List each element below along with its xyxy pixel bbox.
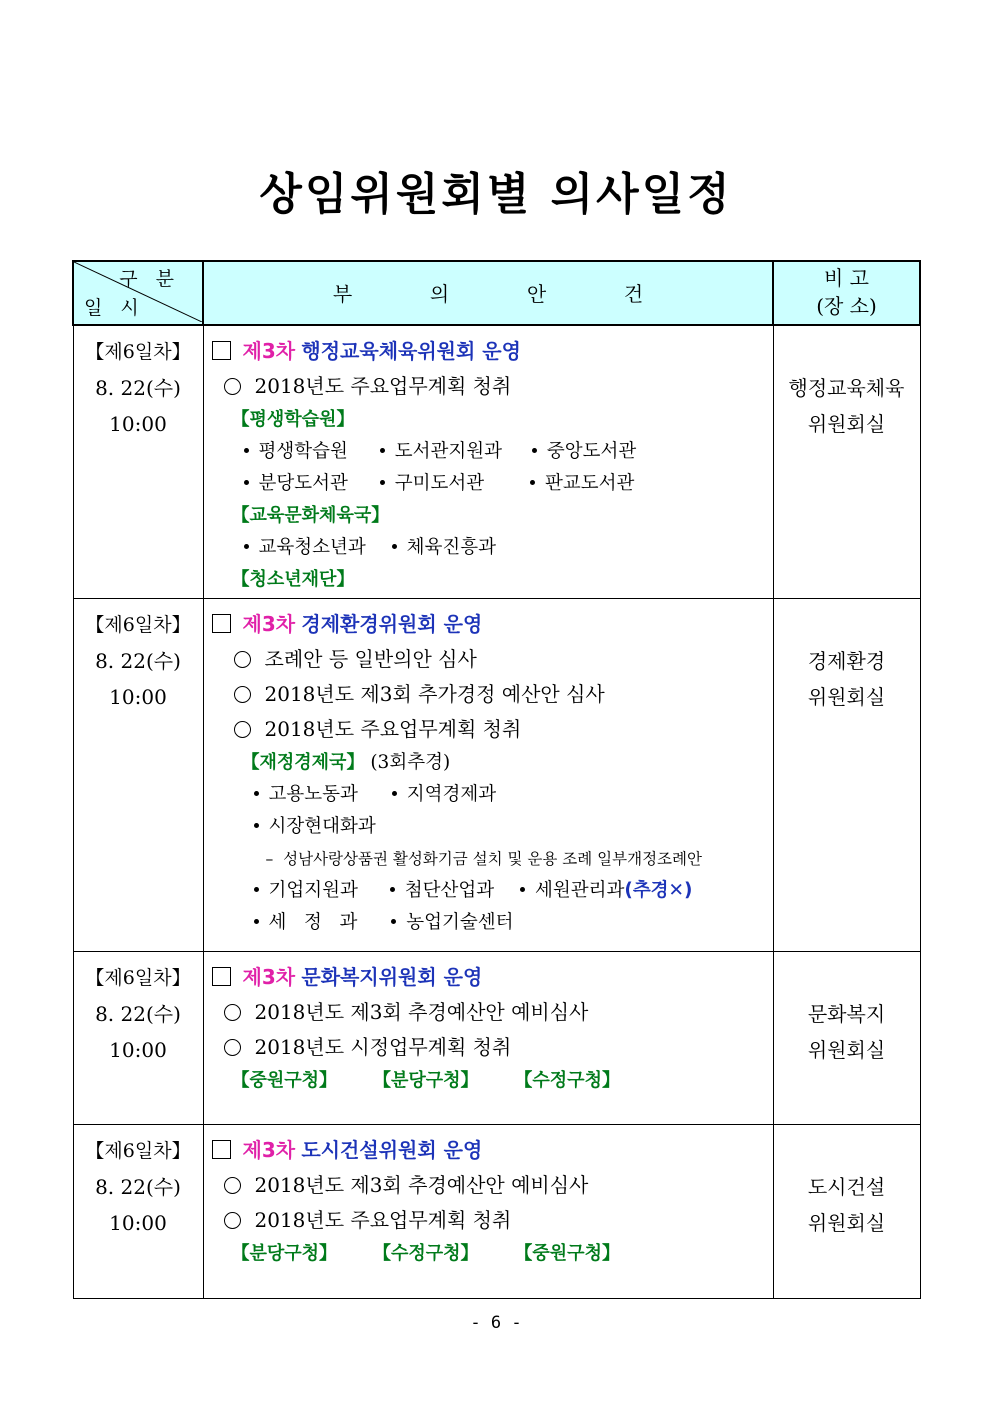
agenda-item: 2018년도 제3회 추경예산안 예비심사 — [212, 1168, 773, 1203]
session-number: 제3차 — [242, 1138, 296, 1162]
department-item: 고용노동과 — [268, 784, 358, 805]
circle-bullet-icon — [234, 686, 251, 703]
place-cell — [773, 325, 920, 599]
agenda-item: 2018년도 주요업무계획 청취 — [212, 712, 773, 747]
committee-heading — [212, 607, 773, 642]
circle-bullet-icon — [224, 1004, 241, 1021]
bullet-dot-icon — [391, 919, 396, 924]
table-row — [73, 952, 920, 1125]
checkbox-square-icon — [212, 614, 231, 633]
date-label: 8. 22(수) — [95, 1002, 181, 1026]
agenda-cell — [203, 599, 773, 952]
agenda-item: 2018년도 시정업무계획 청취 — [212, 1030, 773, 1065]
department-list — [212, 907, 773, 939]
department-item: 기업지원과 — [268, 880, 358, 901]
bullet-dot-icon — [254, 823, 259, 828]
group-label: 【평생학습원】 — [231, 409, 355, 430]
department-item: 세원관리과 — [535, 880, 625, 901]
place-line: 위원회실 — [807, 412, 886, 436]
place-line: 위원회실 — [807, 1038, 886, 1062]
committee-name: 문화복지위원회 운영 — [301, 965, 483, 989]
agenda-item: 2018년도 제3회 추가경정 예산안 심사 — [212, 677, 773, 712]
day-label: 【제6일차】 — [85, 614, 191, 636]
day-label: 【제6일차】 — [85, 341, 191, 363]
bullet-dot-icon — [530, 480, 535, 485]
header-datetime-label: 일 시 — [84, 297, 145, 319]
department-item: 평생학습원 — [258, 441, 348, 462]
department-item: 세 정 과 — [268, 912, 358, 933]
agenda-cell — [203, 952, 773, 1125]
place-line: 문화복지 — [807, 1002, 886, 1026]
bullet-dot-icon — [244, 480, 249, 485]
committee-name: 경제환경위원회 운영 — [301, 612, 483, 636]
day-label: 【제6일차】 — [85, 1140, 191, 1162]
department-item: 중앙도서관 — [546, 441, 637, 462]
header-note-label: 비 고 — [824, 266, 869, 290]
day-label: 【제6일차】 — [85, 967, 191, 989]
agenda-item: 2018년도 주요업무계획 청취 — [212, 369, 773, 404]
header-agenda-char: 의 — [429, 281, 450, 306]
bullet-dot-icon — [532, 448, 537, 453]
department-list — [212, 875, 773, 907]
date-cell — [73, 952, 203, 1125]
supplementary-budget-note: (추경✕) — [624, 880, 693, 901]
group-label: 【재정경제국】 (3회추경) — [241, 752, 451, 773]
department-item: 지역경제과 — [406, 784, 497, 805]
date-cell — [73, 1125, 203, 1299]
bullet-dot-icon — [392, 791, 397, 796]
agenda-cell — [203, 1125, 773, 1299]
department-list — [212, 779, 773, 811]
date-label: 8. 22(수) — [95, 376, 181, 400]
session-number: 제3차 — [242, 339, 296, 363]
time-label: 10:00 — [109, 1038, 167, 1062]
place-line: 도시건설 — [807, 1175, 886, 1199]
agenda-cell — [203, 325, 773, 599]
place-cell — [773, 599, 920, 952]
header-agenda-char: 부 — [332, 281, 353, 306]
department-list — [212, 532, 773, 564]
header-category-label: 구 분 — [119, 268, 180, 290]
office-list — [212, 1238, 773, 1270]
group-label: 【청소년재단】 — [231, 569, 355, 590]
office-label: 【수정구청】 — [372, 1243, 479, 1264]
bullet-dot-icon — [390, 887, 395, 892]
header-agenda-char: 안 — [526, 281, 547, 306]
header-place-label: (장 소) — [816, 294, 877, 318]
place-line: 행정교육체육 — [788, 376, 905, 400]
circle-bullet-icon — [234, 651, 251, 668]
bullet-dot-icon — [254, 791, 259, 796]
department-item: 시장현대화과 — [268, 816, 376, 837]
department-item: 판교도서관 — [545, 473, 635, 494]
ordinance-sub-item: – 성남사랑상품권 활성화기금 설치 및 운용 조례 일부개정조례안 — [265, 850, 702, 868]
committee-heading — [212, 960, 773, 995]
committee-heading — [212, 334, 773, 369]
header-agenda-char: 건 — [623, 281, 644, 306]
time-label: 10:00 — [109, 1211, 167, 1235]
place-line: 위원회실 — [807, 1211, 886, 1235]
bullet-dot-icon — [380, 480, 385, 485]
office-label: 【분당구청】 — [231, 1243, 338, 1264]
circle-bullet-icon — [234, 721, 251, 738]
department-list — [212, 468, 773, 500]
office-label: 【중원구청】 — [514, 1243, 620, 1264]
time-label: 10:00 — [109, 412, 167, 436]
agenda-item: 조례안 등 일반의안 심사 — [212, 642, 773, 677]
table-row — [73, 325, 920, 599]
place-cell — [773, 1125, 920, 1299]
bullet-dot-icon — [254, 887, 259, 892]
bullet-dot-icon — [244, 544, 249, 549]
committee-name: 도시건설위원회 운영 — [301, 1138, 483, 1162]
group-label: 【교육문화체육국】 — [231, 505, 390, 526]
office-label: 【분당구청】 — [372, 1070, 479, 1091]
department-item: 첨단산업과 — [404, 880, 495, 901]
agenda-item: 2018년도 제3회 추경예산안 예비심사 — [212, 995, 773, 1030]
bullet-dot-icon — [244, 448, 249, 453]
place-line: 위원회실 — [807, 685, 886, 709]
checkbox-square-icon — [212, 341, 231, 360]
page-title: 상임위원회별 의사일정 — [259, 169, 733, 220]
bullet-dot-icon — [254, 919, 259, 924]
page-number: - 6 - — [470, 1313, 522, 1333]
office-list — [212, 1065, 773, 1097]
checkbox-square-icon — [212, 1140, 231, 1159]
department-item: 농업기술센터 — [406, 912, 514, 933]
department-list — [212, 436, 773, 468]
date-cell — [73, 325, 203, 599]
group-suffix: (3회추경) — [370, 752, 451, 773]
date-label: 8. 22(수) — [95, 1175, 181, 1199]
department-item: 분당도서관 — [258, 473, 348, 494]
bullet-dot-icon — [392, 544, 397, 549]
date-label: 8. 22(수) — [95, 649, 181, 673]
circle-bullet-icon — [224, 1177, 241, 1194]
header-agenda-cell — [203, 261, 773, 325]
bullet-dot-icon — [520, 887, 525, 892]
circle-bullet-icon — [224, 1212, 241, 1229]
committee-name: 행정교육체육위원회 운영 — [301, 339, 521, 363]
checkbox-square-icon — [212, 967, 231, 986]
department-item: 체육진흥과 — [406, 537, 496, 558]
session-number: 제3차 — [242, 965, 296, 989]
department-item: 교육청소년과 — [258, 537, 366, 558]
table-header-row — [73, 261, 920, 325]
table-row — [73, 599, 920, 952]
header-note-cell — [773, 261, 920, 325]
date-cell — [73, 599, 203, 952]
header-date-cell — [73, 261, 203, 325]
place-line: 경제환경 — [807, 649, 886, 673]
bullet-dot-icon — [380, 448, 385, 453]
time-label: 10:00 — [109, 685, 167, 709]
committee-heading — [212, 1133, 773, 1168]
agenda-item: 2018년도 주요업무계획 청취 — [212, 1203, 773, 1238]
office-label: 【수정구청】 — [514, 1070, 620, 1091]
place-cell — [773, 952, 920, 1125]
session-number: 제3차 — [242, 612, 296, 636]
table-row — [73, 1125, 920, 1299]
office-label: 【중원구청】 — [231, 1070, 338, 1091]
circle-bullet-icon — [224, 1039, 241, 1056]
circle-bullet-icon — [224, 378, 241, 395]
department-list — [212, 811, 773, 843]
department-item: 구미도서관 — [394, 473, 485, 494]
department-item: 도서관지원과 — [394, 441, 502, 462]
schedule-table — [72, 260, 921, 1299]
